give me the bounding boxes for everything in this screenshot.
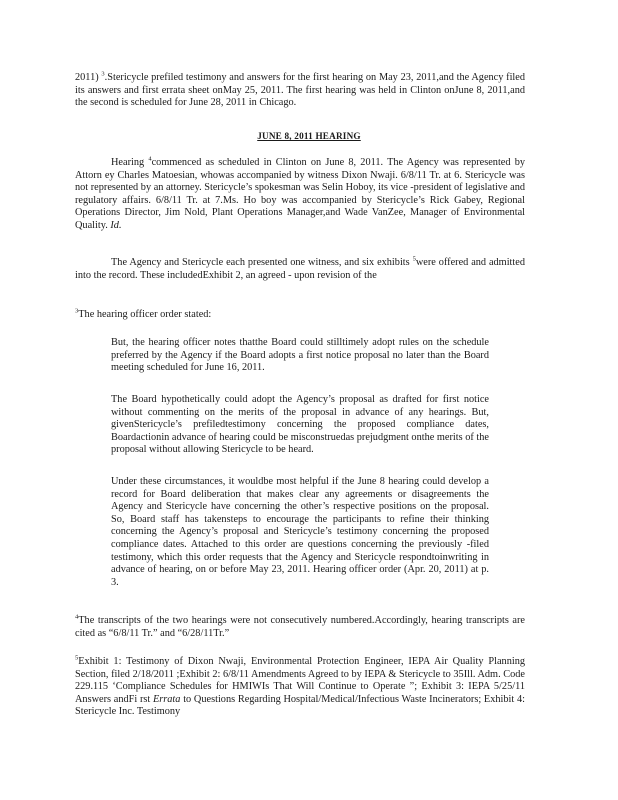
section-heading <box>0 130 618 143</box>
footnote-5-number: 5 <box>75 654 79 662</box>
paragraph-hearing <box>75 157 525 233</box>
footnote-4 <box>75 615 525 640</box>
footnote-ref-4: 4 <box>148 155 152 163</box>
p3-text-a: The Agency and Stericycle each presented one witness, and six exhibits <box>111 257 410 268</box>
footnote-3-text: The hearing officer order stated: <box>78 309 212 320</box>
p1-text-a: 2011) <box>75 72 99 83</box>
heading-text: JUNE 8, 2011 HEARING <box>257 131 361 141</box>
footnote-5 <box>75 656 525 719</box>
p2-text-a: Hearing <box>111 157 145 168</box>
errata-italic: Errata <box>152 693 181 705</box>
paragraph-prefiled-testimony <box>75 72 525 110</box>
footnote-5-text-c: to Questions Regarding Hospital/Medical/Infectious Waste Incinerators; Exhibit 4: Stericycle Inc. Testimony <box>75 693 525 718</box>
p3-text-b: were offered and admitted into the record. These includedExhibit 2, an agreed - upon revision of the <box>75 257 525 281</box>
p1-text-b: .Stericycle prefiled testimony and answers for the first hearing on May 23, 2011,and the Agency filed its answers and first errata sheet onMay 25, 2011. The first hearing was held in Clinton onJune 8, 2011,and the second is scheduled for June 28, 2011 in Chicago. <box>75 72 526 109</box>
quote-paragraph-3: Under these circumstances, it wouldbe most helpful if the June 8 hearing could develop a record for Board deliberation that makes clear any agreements or disagreements the Agency and Stericycle have concerning the other’s respective positions on the proposal. So, Board staff has takensteps to encourage the participants to refine their thinking concerning the Agency’s proposal and Stericycle’s testimony concerning the proposed compliance dates. Attached to this order are questions concerning the previously -filed testimony, which this order requests that the Agency and Stericycle respondtoinwriting in advance of hearing, on or before May 23, 2011. Hearing officer order (Apr. 20, 2011) at p. 3. <box>111 476 489 588</box>
citation-id: Id. <box>110 219 122 231</box>
footnote-3 <box>75 309 525 322</box>
paragraph-exhibits <box>75 257 525 282</box>
footnote-3-number: 3 <box>75 307 79 315</box>
footnote-ref-5: 5 <box>412 255 416 263</box>
p2-text-b: commenced as scheduled in Clinton on June 8, 2011. The Agency was represented by Attorn ey Charles Matoesian, whowas accompanied by witness Dixon Nwaji. 6/8/11 Tr. at 6. Stericycle was not represented by an attorney. Stericycle’s spokesman was Selin Hoboy, its vice -president of legislative and regulatory affairs. 6/8/11 Tr. at 7.Ms. Ho boy was accompanied by Stericycle’s Rick Gabey, Regional Operations Director, Jim Nold, Plant Operations Manager,and Wade VanZee, Manager of Environmental Quality. <box>75 157 525 231</box>
quote-paragraph-1: But, the hearing officer notes thatthe Board could stilltimely adopt rules on the schedule preferred by the Agency if the Board adopts a first notice proposal no later than the Board meeting scheduled for June 16, 2011. <box>111 337 489 374</box>
quote-paragraph-2: The Board hypothetically could adopt the Agency’s proposal as drafted for first notice without commenting on the merits of the proposal in advance of any hearings. But, givenStericycle’s prefiledtestimony concerning the proposed compliance dates, Boardactionin advance of hearing could be misconstruedas prejudgment onthe merits of the proposal without allowing Stericycle to be heard. <box>111 394 489 456</box>
footnote-4-number: 4 <box>75 613 79 621</box>
footnote-ref-3: 3 <box>101 70 105 78</box>
footnote-5-text-a: Exhibit 1: Testimony of Dixon Nwaji, Environmental Protection Engineer, IEPA Air Quality Planning Section, filed 2/18/2011 ;Exhibit 2: 6/8/11 Amendments Agreed to by IEPA & Stericycle to 35Ill. Adm. Code 229.115 ‘Compliance Schedules for HMIWIs That Will Continue to Operate ”; Exhibit 3: IEPA 5/25/11 Answers andFi rst <box>75 656 525 705</box>
footnote-4-text: The transcripts of the two hearings were not consecutively numbered.Accordingly, hearing transcripts are cited as “6/8/11 Tr.” and “6/28/11Tr.” <box>75 615 525 639</box>
